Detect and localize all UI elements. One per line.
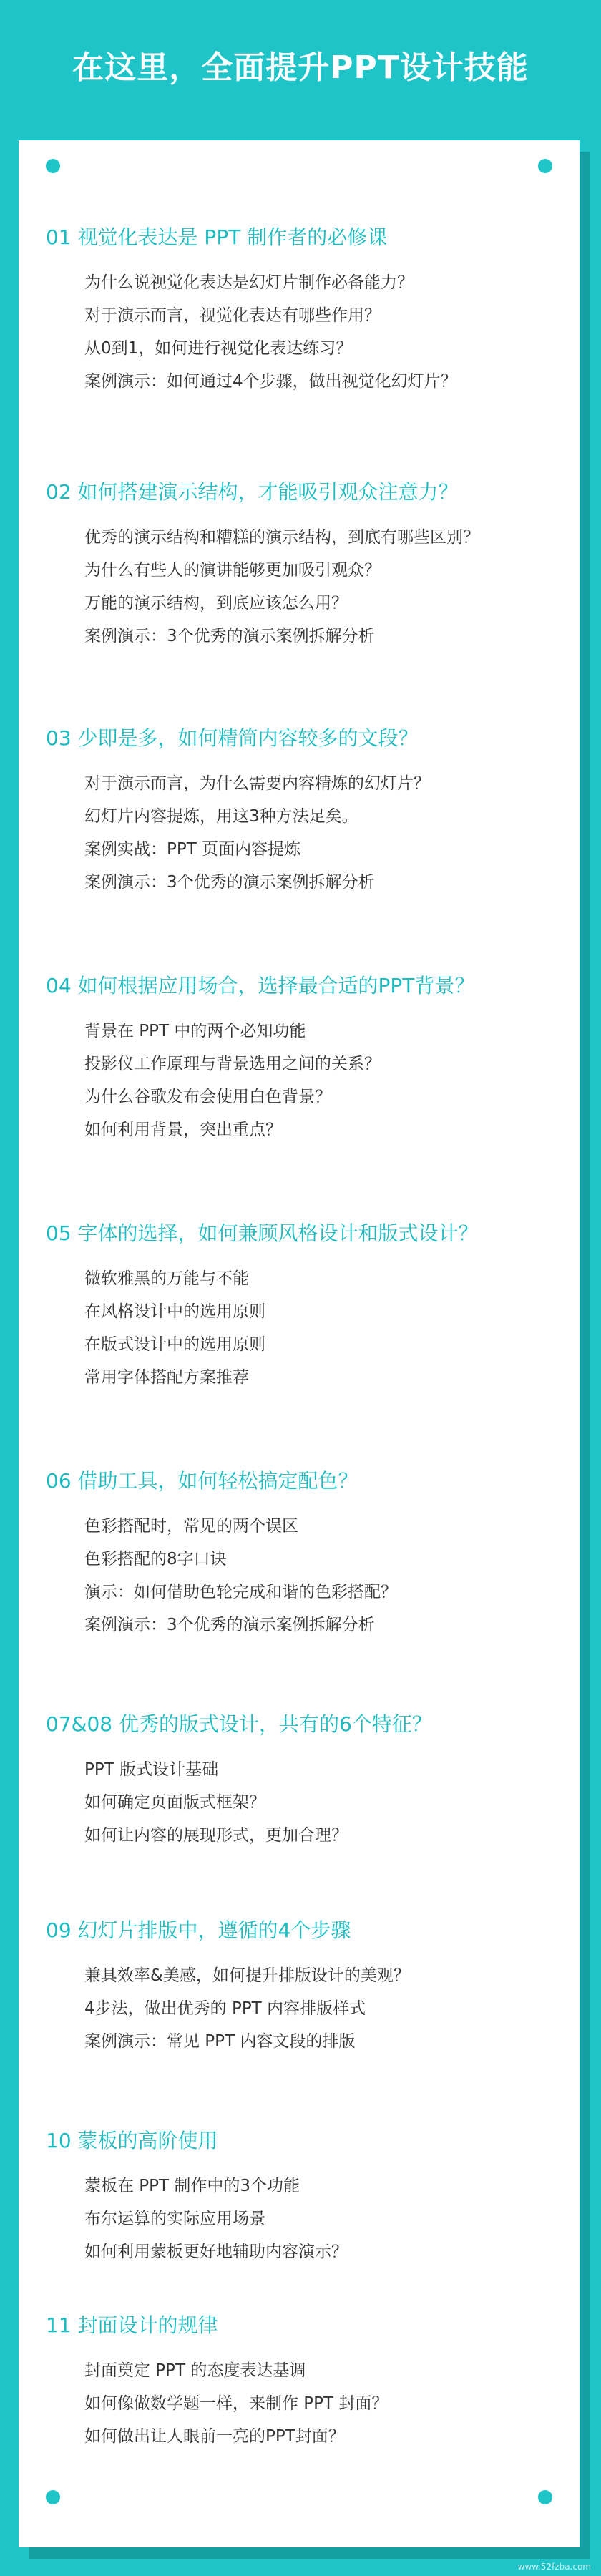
list-item: 为什么谷歌发布会使用白色背景？ [84,1088,331,1106]
list-item: 微软雅黑的万能与不能 [84,1269,249,1288]
corner-dot-icon [538,159,552,173]
section-title: 09 幻灯片排版中，遵循的4个步骤 [46,1918,351,1942]
section-title: 07&08 优秀的版式设计，共有的6个特征？ [46,1712,432,1736]
section-title: 03 少即是多，如何精简内容较多的文段？ [46,726,419,750]
list-item: 案例实战：PPT 页面内容提炼 [84,840,301,859]
section-list [19,1510,580,1641]
list-item: 案例演示：3个优秀的演示案例拆解分析 [84,873,375,892]
list-item: 如何让内容的展现形式，更加合理？ [84,1826,348,1845]
list-item: 4步法，做出优秀的 PPT 内容排版样式 [84,1999,366,2018]
section-11 [19,2310,580,2453]
corner-dot-icon [538,2490,552,2504]
list-item: 幻灯片内容提炼，用这3种方法足矣。 [84,807,358,826]
list-item: 封面奠定 PPT 的态度表达基调 [84,2361,306,2380]
section-list [19,2170,580,2268]
list-item: 布尔运算的实际应用场景 [84,2210,265,2228]
list-item: 在风格设计中的选用原则 [84,1302,265,1321]
list-item: 蒙板在 PPT 制作中的3个功能 [84,2177,300,2195]
list-item: 为什么有些人的演讲能够更加吸引观众？ [84,561,381,580]
section-list [19,521,580,653]
corner-dot-icon [46,2490,60,2504]
list-item: 色彩搭配时，常见的两个误区 [84,1517,298,1536]
section-07-08 [19,1709,580,1852]
section-06 [19,1465,580,1641]
section-01 [19,222,580,398]
list-item: PPT 版式设计基础 [84,1760,219,1779]
section-title: 04 如何根据应用场合，选择最合适的PPT背景？ [46,974,475,997]
section-title: 10 蒙板的高阶使用 [46,2129,218,2152]
section-list [19,1262,580,1394]
list-item: 案例演示：如何通过4个步骤，做出视觉化幻灯片？ [84,372,457,391]
list-item: 案例演示：3个优秀的演示案例拆解分析 [84,627,375,645]
section-title: 05 字体的选择，如何兼顾风格设计和版式设计？ [46,1221,479,1245]
list-item: 常用字体搭配方案推荐 [84,1368,249,1387]
section-list [19,1015,580,1146]
section-09 [19,1915,580,2058]
list-item: 对于演示而言，为什么需要内容精炼的幻灯片？ [84,774,430,793]
list-item: 万能的演示结构，到底应该怎么用？ [84,594,348,613]
list-item: 兼具效率&美感，如何提升排版设计的美观？ [84,1966,410,1985]
section-list [19,1959,580,2058]
list-item: 从0到1，如何进行视觉化表达练习？ [84,339,353,358]
section-title: 02 如何搭建演示结构，才能吸引观众注意力？ [46,480,459,504]
list-item: 案例演示：3个优秀的演示案例拆解分析 [84,1616,375,1634]
section-05 [19,1218,580,1394]
list-item: 如何利用背景，突出重点？ [84,1121,282,1139]
section-title: 01 视觉化表达是 PPT 制作者的必修课 [46,225,388,249]
section-list [19,266,580,398]
watermark: www.52fzba.com [517,2562,591,2572]
list-item: 投影仪工作原理与背景选用之间的关系？ [84,1055,381,1073]
section-04 [19,970,580,1146]
page-title: 在这里，全面提升PPT设计技能 [72,49,529,86]
list-item: 如何确定页面版式框架？ [84,1793,265,1812]
corner-dot-icon [46,159,60,173]
section-title: 06 借助工具，如何轻松搞定配色？ [46,1469,358,1493]
section-title: 11 封面设计的规律 [46,2313,218,2337]
list-item: 对于演示而言，视觉化表达有哪些作用？ [84,306,381,325]
list-item: 如何利用蒙板更好地辅助内容演示？ [84,2243,348,2261]
section-10 [19,2125,580,2268]
list-item: 如何像做数学题一样，来制作 PPT 封面？ [84,2394,389,2413]
list-item: 背景在 PPT 中的两个必知功能 [84,1022,306,1040]
section-03 [19,723,580,899]
content-card [19,140,580,2547]
section-02 [19,477,580,653]
list-item: 如何做出让人眼前一亮的PPT封面？ [84,2427,345,2446]
list-item: 优秀的演示结构和糟糕的演示结构，到底有哪些区别？ [84,528,479,547]
list-item: 色彩搭配的8字口诀 [84,1550,227,1568]
section-list [19,2354,580,2453]
list-item: 案例演示：常见 PPT 内容文段的排版 [84,2032,356,2051]
header-banner [0,0,601,129]
list-item: 为什么说视觉化表达是幻灯片制作必备能力？ [84,273,414,292]
section-list [19,767,580,899]
list-item: 演示：如何借助色轮完成和谐的色彩搭配？ [84,1583,397,1601]
section-list [19,1753,580,1852]
list-item: 在版式设计中的选用原则 [84,1335,265,1354]
